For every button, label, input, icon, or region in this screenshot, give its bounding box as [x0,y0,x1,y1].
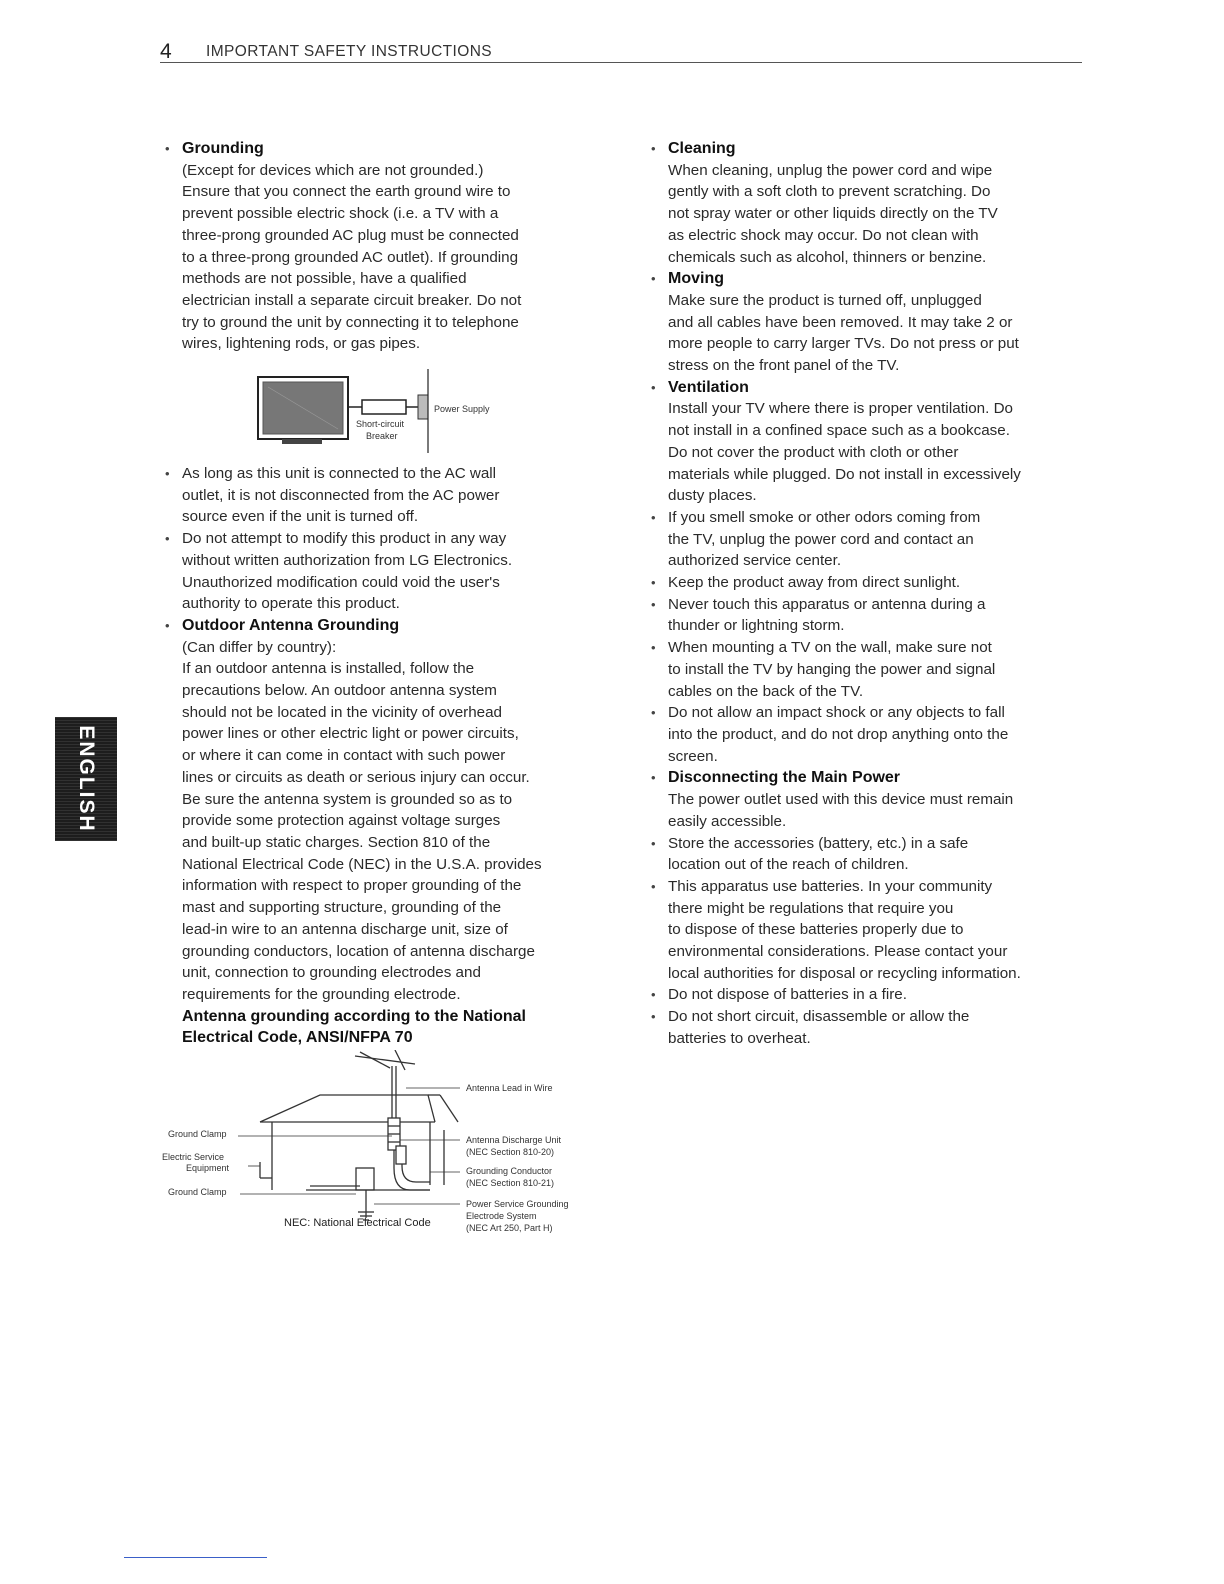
disconnect-line: The power outlet used with this device must remain [668,791,1014,809]
list-item [646,637,1078,702]
list-item-line: to dispose of these batteries properly due to [668,921,964,939]
bullet-icon: • [651,987,656,1003]
list-item-line: This apparatus use batteries. In your community [668,877,993,895]
ventilation-line: dusty places. [668,487,757,505]
grounding-section [160,138,592,355]
list-item [646,984,1078,1006]
breaker-label: Breaker [366,431,398,442]
grounding-line: try to ground the unit by connecting it to telephone [182,313,519,331]
outdoor-line: precautions below. An outdoor antenna system [182,682,497,700]
list-item [646,507,1078,572]
bullet-icon: • [165,531,170,547]
grounding-line: electrician install a separate circuit breaker. Do not [182,291,522,309]
cleaning-section [646,138,1078,268]
moving-section [646,268,1078,377]
grounding-line: to a three-prong grounded AC outlet). If grounding [182,248,519,266]
list-item-line: Do not allow an impact shock or any objects to fall [668,704,1005,722]
grounding-figure [160,369,592,453]
moving-line: more people to carry larger TVs. Do not press or put [668,335,1019,353]
discharge-unit-label: (NEC Section 810-20) [466,1147,555,1157]
antenna-grounding-subtitle: Antenna grounding according to the National [182,1007,526,1025]
antenna-grounding-diagram [160,1050,600,1250]
ventilation-line: materials while plugged. Do not install in excessively [668,465,1021,483]
lead-in-wire-label: Antenna Lead in Wire [466,1083,553,1093]
outdoor-line: If an outdoor antenna is installed, follow the [182,660,475,678]
list-item-line: there might be regulations that require you [668,899,954,917]
footer-divider [124,1557,267,1558]
electrode-system-label: (NEC Art 250, Part H) [466,1223,553,1233]
list-item-line: the TV, unplug the power cord and contact an [668,530,974,548]
grounding-line: wires, lightening rods, or gas pipes. [182,335,421,353]
antenna-grounding-figure [160,1050,600,1250]
bullet-icon: • [651,509,656,525]
disconnect-section [646,767,1078,832]
bullet-icon: • [651,271,656,287]
electrode-system-label: Electrode System [466,1211,537,1221]
list-item-line: to install the TV by hanging the power and signal [668,660,996,678]
outdoor-line: lines or circuits as death or serious injury can occur. [182,768,530,786]
list-item-line: authority to operate this product. [182,595,400,613]
outdoor-line: grounding conductors, location of antenna discharge [182,942,535,960]
outdoor-line: should not be located in the vicinity of overhead [182,703,502,721]
power-supply-label: Power Supply [434,404,490,415]
list-item [646,876,1078,985]
language-tab [55,717,117,841]
outdoor-line: National Electrical Code (NEC) in the U.S.A. provides [182,855,542,873]
electrode-system-label: Power Service Grounding [466,1199,569,1209]
cleaning-line: chemicals such as alcohol, thinners or benzine. [668,248,987,266]
list-item [646,833,1078,876]
page-header [160,40,1082,63]
list-item-line: environmental considerations. Please contact your [668,943,1008,961]
nec-caption: NEC: National Electrical Code [284,1217,431,1229]
bullet-icon: • [651,878,656,894]
list-item-line: When mounting a TV on the wall, make sure not [668,639,992,657]
list-item-line: without written authorization from LG Electronics. [182,551,513,569]
list-item-line: into the product, and do not drop anything onto the [668,725,1009,743]
bullet-icon: • [651,596,656,612]
outdoor-line: provide some protection against voltage surges [182,812,501,830]
grounding-line: (Except for devices which are not grounded.) [182,161,484,179]
outdoor-line: unit, connection to grounding electrodes and [182,964,481,982]
outdoor-line: mast and supporting structure, grounding of the [182,899,502,917]
list-item [646,1006,1078,1049]
bullet-icon: • [165,141,170,156]
list-item-line: outlet, it is not disconnected from the AC power [182,486,500,504]
breaker-label: Short-circuit [356,419,405,430]
list-item-line: Unauthorized modification could void the user's [182,573,500,591]
outdoor-line: lead-in wire to an antenna discharge unit, size of [182,920,508,938]
grounding-conductor-label: (NEC Section 810-21) [466,1178,555,1188]
cleaning-line: as electric shock may occur. Do not clean with [668,226,979,244]
list-item [646,594,1078,637]
list-item [160,463,592,528]
grounding-line: methods are not possible, have a qualified [182,270,467,288]
outdoor-line: requirements for the grounding electrode. [182,985,461,1003]
list-item-line: As long as this unit is connected to the AC wall [182,465,497,483]
bullet-icon: • [651,141,656,156]
moving-title: Moving [668,270,724,288]
page-title: IMPORTANT SAFETY INSTRUCTIONS [206,43,493,60]
grounding-line: Ensure that you connect the earth ground wire to [182,183,511,201]
outdoor-line: Be sure the antenna system is grounded so as to [182,790,513,808]
right-column [646,138,1078,1050]
list-item-line: Do not short circuit, disassemble or allow the [668,1008,970,1026]
list-item-line: thunder or lightning storm. [668,617,845,635]
list-item-line: local authorities for disposal or recycling information. [668,964,1021,982]
list-item [646,702,1078,767]
ground-clamp-bottom-label: Ground Clamp [168,1187,227,1197]
tv-breaker-diagram [238,369,498,453]
outdoor-line: information with respect to proper grounding of the [182,877,522,895]
electric-service-label: Electric Service [162,1152,225,1162]
disconnect-title: Disconnecting the Main Power [668,769,901,787]
discharge-unit-label: Antenna Discharge Unit [466,1135,562,1145]
list-item-line: Store the accessories (battery, etc.) in a safe [668,834,969,852]
list-item [646,572,1078,594]
bullet-icon: • [651,379,656,395]
bullet-icon: • [651,770,656,786]
bullet-icon: • [165,617,170,633]
grounding-title: Grounding [182,140,264,157]
bullet-icon: • [165,466,170,482]
bullet-icon: • [651,835,656,851]
disconnect-line: easily accessible. [668,812,787,830]
list-item-line: Keep the product away from direct sunlight. [668,574,961,592]
ground-clamp-top-label: Ground Clamp [168,1129,227,1139]
outdoor-antenna-title: Outdoor Antenna Grounding [182,616,400,634]
list-item-line: batteries to overheat. [668,1029,811,1047]
outdoor-line: (Can differ by country): [182,638,337,656]
bullet-icon: • [651,640,656,656]
list-item-line: Do not dispose of batteries in a fire. [668,986,907,1004]
cleaning-title: Cleaning [668,140,736,157]
list-item-line: Do not attempt to modify this product in any way [182,530,507,548]
list-item-line: cables on the back of the TV. [668,682,864,700]
bullet-icon: • [651,1009,656,1025]
left-column [160,138,592,1049]
list-item-line: source even if the unit is turned off. [182,508,419,526]
moving-line: Make sure the product is turned off, unplugged [668,291,982,309]
list-item-line: location out of the reach of children. [668,856,909,874]
ventilation-line: not install in a confined space such as a bookcase. [668,422,1010,440]
outdoor-line: or where it can come in contact with such power [182,747,506,765]
ventilation-line: Install your TV where there is proper ventilation. Do [668,400,1013,418]
outdoor-line: power lines or other electric light or power circuits, [182,725,519,743]
bullet-icon: • [651,575,656,591]
page-number: 4 [160,40,172,63]
cleaning-line: When cleaning, unplug the power cord and wipe [668,161,993,179]
list-item-line: If you smell smoke or other odors coming from [668,508,981,526]
cleaning-line: gently with a soft cloth to prevent scratching. Do [668,183,991,201]
cleaning-line: not spray water or other liquids directly on the TV [668,205,998,223]
list-item-line: Never touch this apparatus or antenna during a [668,595,986,613]
electric-service-label: Equipment [186,1163,230,1173]
moving-line: stress on the front panel of the TV. [668,357,900,375]
list-item-line: authorized service center. [668,552,842,570]
moving-line: and all cables have been removed. It may take 2 or [668,313,1013,331]
grounding-line: three-prong grounded AC plug must be connected [182,226,519,244]
ventilation-line: Do not cover the product with cloth or other [668,443,959,461]
language-tab-label: ENGLISH [75,725,98,833]
list-item-line: screen. [668,747,718,765]
list-item [160,528,592,615]
ventilation-section [646,377,1078,507]
ventilation-title: Ventilation [668,378,749,396]
outdoor-antenna-section [160,615,592,1049]
antenna-grounding-subtitle: Electrical Code, ANSI/NFPA 70 [182,1029,413,1047]
grounding-conductor-label: Grounding Conductor [466,1166,553,1176]
outdoor-line: and built-up static charges. Section 810 of the [182,833,491,851]
grounding-line: prevent possible electric shock (i.e. a TV with a [182,205,499,223]
bullet-icon: • [651,705,656,721]
